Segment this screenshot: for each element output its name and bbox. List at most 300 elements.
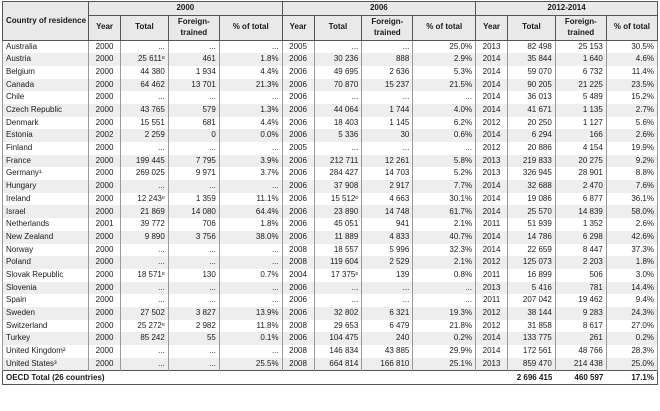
percent-cell: 21.3% (219, 79, 282, 92)
percent-cell: 11.1% (219, 193, 282, 206)
foreign-trained-cell: 43 885 (362, 345, 413, 358)
foreign-trained-cell: 1 135 (555, 104, 606, 117)
foreign-trained-cell: 2 203 (555, 256, 606, 269)
percent-cell: 40.7% (413, 231, 476, 244)
total-cell: 85 242 (121, 332, 169, 345)
foreign-trained-cell: ... (168, 345, 219, 358)
country-cell: Czech Republic (3, 104, 89, 117)
percent-cell: 0.6% (413, 129, 476, 142)
total-cell: 11 889 (314, 231, 362, 244)
percent-cell: 9.2% (606, 155, 657, 168)
total-cell: 146 834 (314, 345, 362, 358)
year-cell: 2001 (89, 218, 121, 231)
total-cell: 31 858 (508, 320, 556, 333)
foreign-trained-cell: 130 (168, 269, 219, 282)
total-cell: ... (121, 142, 169, 155)
total-cell: 32 802 (314, 307, 362, 320)
foreign-trained-cell: ... (168, 244, 219, 257)
table-row (3, 282, 658, 295)
percent-cell: 58.0% (606, 205, 657, 218)
percent-cell: 2.7% (606, 104, 657, 117)
year-cell: 2011 (476, 269, 508, 282)
total-value: 2 696 415 (508, 371, 556, 385)
percent-cell: 0.1% (219, 332, 282, 345)
year-cell: 2006 (282, 129, 314, 142)
table-row (3, 244, 658, 257)
year-cell: 2012 (476, 256, 508, 269)
percent-cell: 9.4% (606, 294, 657, 307)
year-cell: 2000 (89, 142, 121, 155)
total-cell: 212 711 (314, 155, 362, 168)
foreign-trained-cell: 30 (362, 129, 413, 142)
percent-cell: 30.5% (606, 40, 657, 53)
foreign-trained-cell: 9 283 (555, 307, 606, 320)
percent-cell: 61.7% (413, 205, 476, 218)
total-cell: 30 236 (314, 53, 362, 66)
foreign-trained-cell: 461 (168, 53, 219, 66)
foreign-trained-cell: 8 617 (555, 320, 606, 333)
percent-cell: ... (219, 345, 282, 358)
percent-cell: ... (219, 180, 282, 193)
total-cell: 14 786 (508, 231, 556, 244)
year-cell: 2000 (89, 104, 121, 117)
total-cell: 64 462 (121, 79, 169, 92)
total-percent: 17.1% (606, 371, 657, 385)
year-cell: 2004 (282, 269, 314, 282)
total-cell: 37 908 (314, 180, 362, 193)
percent-cell: ... (413, 142, 476, 155)
foreign-trained-cell: 506 (555, 269, 606, 282)
total-cell: ... (314, 294, 362, 307)
year-cell: 2000 (89, 294, 121, 307)
total-cell: 664 814 (314, 358, 362, 371)
year-cell: 2005 (282, 142, 314, 155)
country-cell: Austria (3, 53, 89, 66)
foreign-trained-cell: 166 810 (362, 358, 413, 371)
country-cell: France (3, 155, 89, 168)
total-cell: 49 695 (314, 66, 362, 79)
year-cell: 2012 (476, 320, 508, 333)
total-cell: ... (121, 294, 169, 307)
sub-header-foreign-trained: Foreign-trained (555, 15, 606, 40)
total-cell: 5 416 (508, 282, 556, 295)
year-cell: 2000 (89, 307, 121, 320)
percent-cell: 25.0% (413, 40, 476, 53)
total-cell: 9 890 (121, 231, 169, 244)
percent-cell: 5.2% (413, 167, 476, 180)
foreign-trained-cell: 4 663 (362, 193, 413, 206)
total-cell: ... (121, 345, 169, 358)
country-cell: Poland (3, 256, 89, 269)
sub-header-percent-of-total: % of total (606, 15, 657, 40)
oecd-total-row (3, 371, 658, 385)
percent-cell: 36.1% (606, 193, 657, 206)
foreign-trained-cell: 781 (555, 282, 606, 295)
country-cell: Estonia (3, 129, 89, 142)
percent-cell: 1.8% (219, 218, 282, 231)
sub-header-total: Total (121, 15, 169, 40)
table-row (3, 180, 658, 193)
foreign-trained-cell: 2 636 (362, 66, 413, 79)
sub-header-year: Year (476, 15, 508, 40)
foreign-trained-doctors-table (2, 1, 658, 385)
foreign-trained-cell: 4 833 (362, 231, 413, 244)
percent-cell: 32.3% (413, 244, 476, 257)
group-header-2012-2014: 2012-2014 (476, 2, 658, 16)
total-cell: 22 659 (508, 244, 556, 257)
total-cell: 269 025 (121, 167, 169, 180)
total-cell: 18 403 (314, 117, 362, 130)
foreign-trained-cell: ... (168, 256, 219, 269)
year-cell: 2006 (282, 307, 314, 320)
total-cell: 32 688 (508, 180, 556, 193)
total-cell: 19 086 (508, 193, 556, 206)
table-row (3, 66, 658, 79)
year-cell: 2000 (89, 91, 121, 104)
table-row (3, 91, 658, 104)
sub-header-foreign-trained: Foreign-trained (362, 15, 413, 40)
year-cell: 2013 (476, 167, 508, 180)
country-cell: Belgium (3, 66, 89, 79)
year-cell: 2000 (89, 205, 121, 218)
foreign-trained-cell: 6 479 (362, 320, 413, 333)
group-header-2000: 2000 (89, 2, 283, 16)
total-cell: 23 890 (314, 205, 362, 218)
foreign-trained-cell: 2 917 (362, 180, 413, 193)
foreign-trained-cell: ... (168, 180, 219, 193)
country-cell: Hungary (3, 180, 89, 193)
year-cell: 2013 (476, 40, 508, 53)
sub-header-foreign-trained: Foreign-trained (168, 15, 219, 40)
percent-cell: 4.6% (606, 53, 657, 66)
total-cell: ... (121, 256, 169, 269)
year-cell: 2008 (282, 358, 314, 371)
country-cell: Norway (3, 244, 89, 257)
percent-cell: 2.1% (413, 256, 476, 269)
total-cell: 15 551 (121, 117, 169, 130)
year-cell: 2006 (282, 167, 314, 180)
percent-cell: 2.9% (413, 53, 476, 66)
total-cell: 5 336 (314, 129, 362, 142)
total-label: OECD Total (26 countries) (3, 371, 508, 385)
foreign-trained-cell: 214 438 (555, 358, 606, 371)
year-cell: 2000 (89, 79, 121, 92)
percent-cell: ... (413, 294, 476, 307)
country-cell: Slovenia (3, 282, 89, 295)
total-cell: 90 205 (508, 79, 556, 92)
sub-header-year: Year (89, 15, 121, 40)
total-cell: ... (121, 282, 169, 295)
year-cell: 2008 (282, 320, 314, 333)
foreign-trained-cell: ... (168, 294, 219, 307)
percent-cell: 5.3% (413, 66, 476, 79)
year-cell: 2006 (282, 180, 314, 193)
table-row (3, 332, 658, 345)
country-cell: United States³ (3, 358, 89, 371)
year-cell: 2014 (476, 53, 508, 66)
year-cell: 2014 (476, 205, 508, 218)
foreign-trained-cell: ... (168, 40, 219, 53)
foreign-trained-cell: 1 127 (555, 117, 606, 130)
year-cell: 2000 (89, 53, 121, 66)
foreign-trained-cell: 14 839 (555, 205, 606, 218)
year-cell: 2012 (476, 142, 508, 155)
total-cell: 43 765 (121, 104, 169, 117)
foreign-trained-cell: 12 261 (362, 155, 413, 168)
total-cell: ... (121, 40, 169, 53)
total-foreign-trained: 460 597 (555, 371, 606, 385)
foreign-trained-cell: 0 (168, 129, 219, 142)
total-cell: 70 870 (314, 79, 362, 92)
foreign-trained-cell: 6 732 (555, 66, 606, 79)
foreign-trained-cell: ... (362, 282, 413, 295)
total-cell: 38 144 (508, 307, 556, 320)
total-cell: 16 899 (508, 269, 556, 282)
year-cell: 2000 (89, 345, 121, 358)
year-cell: 2006 (282, 294, 314, 307)
year-cell: 2000 (89, 256, 121, 269)
percent-cell: ... (219, 244, 282, 257)
percent-cell: 38.0% (219, 231, 282, 244)
percent-cell: 2.6% (606, 129, 657, 142)
table-row (3, 294, 658, 307)
foreign-trained-cell: ... (362, 294, 413, 307)
percent-cell: 0.8% (413, 269, 476, 282)
year-cell: 2014 (476, 193, 508, 206)
year-cell: 2000 (89, 282, 121, 295)
total-cell: 125 073 (508, 256, 556, 269)
total-cell: 133 775 (508, 332, 556, 345)
total-cell: 207 042 (508, 294, 556, 307)
country-cell: New Zealand (3, 231, 89, 244)
percent-cell: 7.6% (606, 180, 657, 193)
percent-cell: 21.8% (413, 320, 476, 333)
foreign-trained-cell: 8 447 (555, 244, 606, 257)
foreign-trained-cell: ... (362, 91, 413, 104)
country-cell: Netherlands (3, 218, 89, 231)
country-cell: Spain (3, 294, 89, 307)
year-cell: 2008 (282, 244, 314, 257)
total-cell: ... (314, 282, 362, 295)
year-cell: 2000 (89, 167, 121, 180)
country-cell: Germany¹ (3, 167, 89, 180)
year-cell: 2000 (89, 66, 121, 79)
percent-cell: 3.0% (606, 269, 657, 282)
percent-cell: ... (219, 282, 282, 295)
foreign-trained-cell: 25 153 (555, 40, 606, 53)
percent-cell: 28.3% (606, 345, 657, 358)
total-cell: 35 844 (508, 53, 556, 66)
table-row (3, 345, 658, 358)
percent-cell: 1.3% (219, 104, 282, 117)
year-cell: 2006 (282, 193, 314, 206)
table-row (3, 218, 658, 231)
percent-cell: 15.2% (606, 91, 657, 104)
table-row (3, 53, 658, 66)
table-row (3, 256, 658, 269)
year-cell: 2000 (89, 269, 121, 282)
foreign-trained-cell: 9 971 (168, 167, 219, 180)
year-cell: 2008 (282, 256, 314, 269)
total-cell: 104 475 (314, 332, 362, 345)
total-cell: ... (121, 358, 169, 371)
year-cell: 2006 (282, 66, 314, 79)
percent-cell: ... (413, 91, 476, 104)
total-cell: 25 272ᵉ (121, 320, 169, 333)
year-cell: 2013 (476, 358, 508, 371)
total-cell: 119 604 (314, 256, 362, 269)
total-cell: ... (314, 40, 362, 53)
year-cell: 2006 (282, 218, 314, 231)
total-cell: 17 375ᵉ (314, 269, 362, 282)
percent-cell: 19.9% (606, 142, 657, 155)
total-cell: 15 512ᵉ (314, 193, 362, 206)
percent-cell: ... (219, 256, 282, 269)
foreign-trained-cell: ... (168, 91, 219, 104)
year-cell: 2006 (282, 332, 314, 345)
percent-cell: ... (413, 282, 476, 295)
sub-header-year: Year (282, 15, 314, 40)
sub-header-percent-of-total: % of total (219, 15, 282, 40)
foreign-trained-cell: 3 827 (168, 307, 219, 320)
percent-cell: 19.3% (413, 307, 476, 320)
total-cell: 51 939 (508, 218, 556, 231)
foreign-trained-cell: 5 996 (362, 244, 413, 257)
foreign-trained-cell: 941 (362, 218, 413, 231)
percent-cell: 5.6% (606, 117, 657, 130)
foreign-trained-cell: 888 (362, 53, 413, 66)
percent-cell: 0.2% (413, 332, 476, 345)
total-cell: 39 772 (121, 218, 169, 231)
total-cell: 44 380 (121, 66, 169, 79)
percent-cell: 0.0% (219, 129, 282, 142)
percent-cell: 2.6% (606, 218, 657, 231)
percent-cell: 0.7% (219, 269, 282, 282)
total-cell: ... (314, 91, 362, 104)
year-cell: 2014 (476, 231, 508, 244)
foreign-trained-cell: 15 237 (362, 79, 413, 92)
total-cell: ... (121, 180, 169, 193)
foreign-trained-cell: 3 756 (168, 231, 219, 244)
year-cell: 2002 (89, 129, 121, 142)
foreign-trained-cell: 14 748 (362, 205, 413, 218)
total-cell: 82 498 (508, 40, 556, 53)
foreign-trained-cell: 706 (168, 218, 219, 231)
percent-cell: 25.1% (413, 358, 476, 371)
foreign-trained-cell: 139 (362, 269, 413, 282)
percent-cell: 24.3% (606, 307, 657, 320)
year-cell: 2013 (476, 155, 508, 168)
country-cell: Turkey (3, 332, 89, 345)
country-cell: United Kingdom² (3, 345, 89, 358)
total-cell: 36 013 (508, 91, 556, 104)
percent-cell: 11.8% (219, 320, 282, 333)
percent-cell: 21.5% (413, 79, 476, 92)
foreign-trained-cell: 55 (168, 332, 219, 345)
table-row (3, 155, 658, 168)
percent-cell: ... (219, 294, 282, 307)
year-cell: 2006 (282, 91, 314, 104)
year-cell: 2000 (89, 155, 121, 168)
year-cell: 2006 (282, 79, 314, 92)
foreign-trained-cell: 14 703 (362, 167, 413, 180)
year-cell: 2014 (476, 91, 508, 104)
year-cell: 2014 (476, 129, 508, 142)
total-cell: 27 502 (121, 307, 169, 320)
year-cell: 2000 (89, 320, 121, 333)
year-cell: 2012 (476, 117, 508, 130)
year-cell: 2006 (282, 155, 314, 168)
total-cell: 284 427 (314, 167, 362, 180)
country-cell: Switzerland (3, 320, 89, 333)
table-row (3, 129, 658, 142)
total-cell: 25 570 (508, 205, 556, 218)
total-cell: 20 250 (508, 117, 556, 130)
country-of-residence-header: Country of residence (3, 2, 89, 41)
total-cell: 21 869 (121, 205, 169, 218)
percent-cell: 64.4% (219, 205, 282, 218)
year-cell: 2006 (282, 104, 314, 117)
foreign-trained-cell: 1 744 (362, 104, 413, 117)
total-cell: 20 886 (508, 142, 556, 155)
country-cell: Slovak Republic (3, 269, 89, 282)
total-cell: 859 470 (508, 358, 556, 371)
foreign-trained-cell: 6 298 (555, 231, 606, 244)
foreign-trained-cell: ... (168, 142, 219, 155)
foreign-trained-cell: 4 154 (555, 142, 606, 155)
total-cell: 18 557 (314, 244, 362, 257)
year-cell: 2014 (476, 66, 508, 79)
year-cell: 2006 (282, 205, 314, 218)
table-row (3, 104, 658, 117)
total-cell: ... (314, 142, 362, 155)
table-row (3, 231, 658, 244)
foreign-trained-cell: ... (168, 358, 219, 371)
total-cell: 2 259 (121, 129, 169, 142)
country-cell: Denmark (3, 117, 89, 130)
table-row (3, 193, 658, 206)
total-cell: 12 243ᵉ (121, 193, 169, 206)
table-row (3, 40, 658, 53)
year-cell: 2014 (476, 345, 508, 358)
foreign-trained-cell: 579 (168, 104, 219, 117)
year-cell: 2014 (476, 332, 508, 345)
foreign-trained-cell: 20 275 (555, 155, 606, 168)
total-cell: 45 051 (314, 218, 362, 231)
percent-cell: 25.5% (219, 358, 282, 371)
total-cell: ... (121, 244, 169, 257)
year-cell: 2006 (282, 231, 314, 244)
year-cell: 2000 (89, 332, 121, 345)
total-cell: 199 445 (121, 155, 169, 168)
sub-header-total: Total (314, 15, 362, 40)
foreign-trained-cell: 19 462 (555, 294, 606, 307)
table-row (3, 358, 658, 371)
total-cell: 29 653 (314, 320, 362, 333)
percent-cell: 42.6% (606, 231, 657, 244)
foreign-trained-cell: 6 321 (362, 307, 413, 320)
percent-cell: 1.8% (606, 256, 657, 269)
table-row (3, 142, 658, 155)
foreign-trained-cell: 1 145 (362, 117, 413, 130)
total-cell: 172 561 (508, 345, 556, 358)
foreign-trained-cell: 1 640 (555, 53, 606, 66)
percent-cell: ... (219, 40, 282, 53)
percent-cell: 11.4% (606, 66, 657, 79)
percent-cell: 29.9% (413, 345, 476, 358)
table-row (3, 307, 658, 320)
foreign-trained-cell: 6 877 (555, 193, 606, 206)
